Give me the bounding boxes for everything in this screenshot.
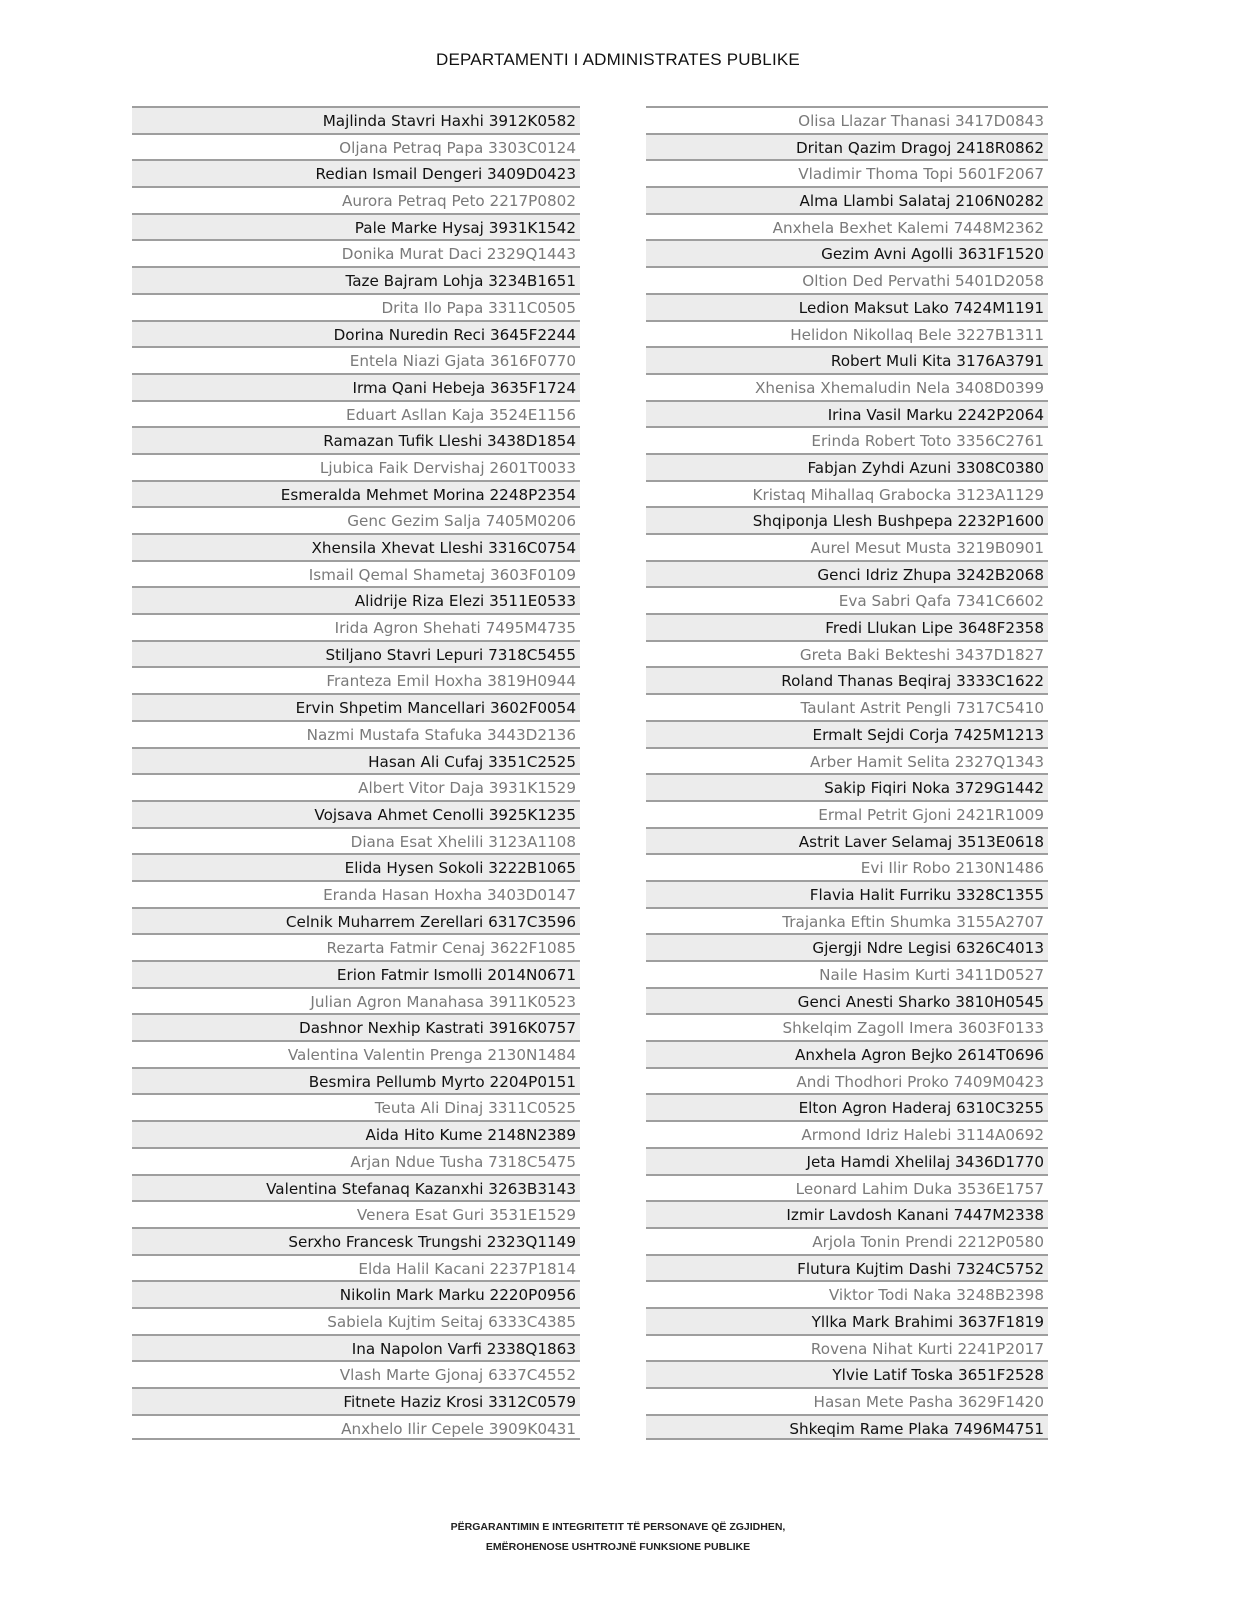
- list-item: Sabiela Kujtim Seitaj 6333C4385: [132, 1307, 580, 1334]
- list-item: Anxhelo Ilir Cepele 3909K0431: [132, 1414, 580, 1441]
- list-item: Stiljano Stavri Lepuri 7318C5455: [132, 640, 580, 667]
- list-item: Albert Vitor Daja 3931K1529: [132, 773, 580, 800]
- list-item: Ermalt Sejdi Corja 7425M1213: [646, 720, 1048, 747]
- list-item: Ina Napolon Varfi 2338Q1863: [132, 1334, 580, 1361]
- list-item: Celnik Muharrem Zerellari 6317C3596: [132, 907, 580, 934]
- list-item: Trajanka Eftin Shumka 3155A2707: [646, 907, 1048, 934]
- list-item: Eduart Asllan Kaja 3524E1156: [132, 400, 580, 427]
- list-item: Rezarta Fatmir Cenaj 3622F1085: [132, 933, 580, 960]
- list-item: Gjergji Ndre Legisi 6326C4013: [646, 933, 1048, 960]
- list-item: Entela Niazi Gjata 3616F0770: [132, 346, 580, 373]
- footer-line-2: EMËROHENOSE USHTROJNË FUNKSIONE PUBLIKE: [485, 1541, 751, 1553]
- list-item: Arjola Tonin Prendi 2212P0580: [646, 1227, 1048, 1254]
- list-item: Taulant Astrit Pengli 7317C5410: [646, 693, 1048, 720]
- footer: [0, 1517, 1236, 1557]
- list-item: Aurora Petraq Peto 2217P0802: [132, 186, 580, 213]
- list-item: Arjan Ndue Tusha 7318C5475: [132, 1147, 580, 1174]
- list-item: Genc Gezim Salja 7405M0206: [132, 506, 580, 533]
- list-item: Flavia Halit Furriku 3328C1355: [646, 880, 1048, 907]
- list-item: Fabjan Zyhdi Azuni 3308C0380: [646, 453, 1048, 480]
- list-item: Diana Esat Xhelili 3123A1108: [132, 827, 580, 854]
- list-item: Naile Hasim Kurti 3411D0527: [646, 960, 1048, 987]
- page-title: DEPARTAMENTI I ADMINISTRATES PUBLIKE: [436, 50, 800, 69]
- list-item: Shkelqim Zagoll Imera 3603F0133: [646, 1013, 1048, 1040]
- list-item: Rovena Nihat Kurti 2241P2017: [646, 1334, 1048, 1361]
- list-item: Fredi Llukan Lipe 3648F2358: [646, 613, 1048, 640]
- list-item: Elton Agron Haderaj 6310C3255: [646, 1093, 1048, 1120]
- list-item: Teuta Ali Dinaj 3311C0525: [132, 1093, 580, 1120]
- list-item: Besmira Pellumb Myrto 2204P0151: [132, 1067, 580, 1094]
- list-item: Erinda Robert Toto 3356C2761: [646, 426, 1048, 453]
- list-item: Ramazan Tufik Lleshi 3438D1854: [132, 426, 580, 453]
- list-item: Taze Bajram Lohja 3234B1651: [132, 266, 580, 293]
- list-item: Ljubica Faik Dervishaj 2601T0033: [132, 453, 580, 480]
- footer-line-1: PËRGARANTIMIN E INTEGRITETIT TË PERSONAVE QË ZGJIDHEN,: [450, 1521, 786, 1533]
- list-item: Ermal Petrit Gjoni 2421R1009: [646, 800, 1048, 827]
- list-item: Majlinda Stavri Haxhi 3912K0582: [132, 106, 580, 133]
- list-item: Elida Hysen Sokoli 3222B1065: [132, 853, 580, 880]
- list-item: Flutura Kujtim Dashi 7324C5752: [646, 1254, 1048, 1281]
- list-item: Hasan Ali Cufaj 3351C2525: [132, 747, 580, 774]
- list-item: Pale Marke Hysaj 3931K1542: [132, 213, 580, 240]
- right-name-list: [646, 106, 1048, 1440]
- list-item: Oltion Ded Pervathi 5401D2058: [646, 266, 1048, 293]
- list-item: Anxhela Agron Bejko 2614T0696: [646, 1040, 1048, 1067]
- list-item: Anxhela Bexhet Kalemi 7448M2362: [646, 213, 1048, 240]
- list-item: Irma Qani Hebeja 3635F1724: [132, 373, 580, 400]
- list-item: Donika Murat Daci 2329Q1443: [132, 239, 580, 266]
- list-item: Oljana Petraq Papa 3303C0124: [132, 133, 580, 160]
- list-item: Armond Idriz Halebi 3114A0692: [646, 1120, 1048, 1147]
- list-item: Elda Halil Kacani 2237P1814: [132, 1254, 580, 1281]
- list-item: Alma Llambi Salataj 2106N0282: [646, 186, 1048, 213]
- list-item: Erion Fatmir Ismolli 2014N0671: [132, 960, 580, 987]
- list-item: Arber Hamit Selita 2327Q1343: [646, 747, 1048, 774]
- list-item: Vojsava Ahmet Cenolli 3925K1235: [132, 800, 580, 827]
- list-item: Leonard Lahim Duka 3536E1757: [646, 1174, 1048, 1201]
- list-item: Kristaq Mihallaq Grabocka 3123A1129: [646, 480, 1048, 507]
- list-item: Greta Baki Bekteshi 3437D1827: [646, 640, 1048, 667]
- list-item: Astrit Laver Selamaj 3513E0618: [646, 827, 1048, 854]
- list-item: Hasan Mete Pasha 3629F1420: [646, 1387, 1048, 1414]
- list-item: Serxho Francesk Trungshi 2323Q1149: [132, 1227, 580, 1254]
- list-item: Aida Hito Kume 2148N2389: [132, 1120, 580, 1147]
- list-item: Andi Thodhori Proko 7409M0423: [646, 1067, 1048, 1094]
- list-item: Ledion Maksut Lako 7424M1191: [646, 293, 1048, 320]
- list-item: Valentina Stefanaq Kazanxhi 3263B3143: [132, 1174, 580, 1201]
- list-item: Xhenisa Xhemaludin Nela 3408D0399: [646, 373, 1048, 400]
- list-item: Dorina Nuredin Reci 3645F2244: [132, 320, 580, 347]
- list-item: Vladimir Thoma Topi 5601F2067: [646, 159, 1048, 186]
- list-item: Evi Ilir Robo 2130N1486: [646, 853, 1048, 880]
- list-item: Vlash Marte Gjonaj 6337C4552: [132, 1360, 580, 1387]
- list-item: Nikolin Mark Marku 2220P0956: [132, 1280, 580, 1307]
- list-item: Valentina Valentin Prenga 2130N1484: [132, 1040, 580, 1067]
- list-item: Drita Ilo Papa 3311C0505: [132, 293, 580, 320]
- list-item: Izmir Lavdosh Kanani 7447M2338: [646, 1200, 1048, 1227]
- list-item: Jeta Hamdi Xhelilaj 3436D1770: [646, 1147, 1048, 1174]
- list-item: Irida Agron Shehati 7495M4735: [132, 613, 580, 640]
- list-item: Sakip Fiqiri Noka 3729G1442: [646, 773, 1048, 800]
- list-item: Robert Muli Kita 3176A3791: [646, 346, 1048, 373]
- list-item: Eranda Hasan Hoxha 3403D0147: [132, 880, 580, 907]
- list-item: Olisa Llazar Thanasi 3417D0843: [646, 106, 1048, 133]
- list-item: Esmeralda Mehmet Morina 2248P2354: [132, 480, 580, 507]
- list-item: Ylvie Latif Toska 3651F2528: [646, 1360, 1048, 1387]
- list-item: Eva Sabri Qafa 7341C6602: [646, 586, 1048, 613]
- list-item: Shqiponja Llesh Bushpepa 2232P1600: [646, 506, 1048, 533]
- list-item: Shkeqim Rame Plaka 7496M4751: [646, 1414, 1048, 1441]
- list-item: Dritan Qazim Dragoj 2418R0862: [646, 133, 1048, 160]
- list-item: Viktor Todi Naka 3248B2398: [646, 1280, 1048, 1307]
- list-item: Xhensila Xhevat Lleshi 3316C0754: [132, 533, 580, 560]
- list-item: Genci Idriz Zhupa 3242B2068: [646, 560, 1048, 587]
- list-item: Genci Anesti Sharko 3810H0545: [646, 987, 1048, 1014]
- list-item: Dashnor Nexhip Kastrati 3916K0757: [132, 1013, 580, 1040]
- list-item: Ervin Shpetim Mancellari 3602F0054: [132, 693, 580, 720]
- list-item: Irina Vasil Marku 2242P2064: [646, 400, 1048, 427]
- list-item: Venera Esat Guri 3531E1529: [132, 1200, 580, 1227]
- list-item: Helidon Nikollaq Bele 3227B1311: [646, 320, 1048, 347]
- list-item: Nazmi Mustafa Stafuka 3443D2136: [132, 720, 580, 747]
- list-item: Julian Agron Manahasa 3911K0523: [132, 987, 580, 1014]
- list-item: Fitnete Haziz Krosi 3312C0579: [132, 1387, 580, 1414]
- list-item: Aurel Mesut Musta 3219B0901: [646, 533, 1048, 560]
- list-item: Roland Thanas Beqiraj 3333C1622: [646, 666, 1048, 693]
- list-item: Ismail Qemal Shametaj 3603F0109: [132, 560, 580, 587]
- left-name-list: [132, 106, 580, 1440]
- list-item: Redian Ismail Dengeri 3409D0423: [132, 159, 580, 186]
- list-item: Gezim Avni Agolli 3631F1520: [646, 239, 1048, 266]
- list-item: Yllka Mark Brahimi 3637F1819: [646, 1307, 1048, 1334]
- list-item: Alidrije Riza Elezi 3511E0533: [132, 586, 580, 613]
- list-item: Franteza Emil Hoxha 3819H0944: [132, 666, 580, 693]
